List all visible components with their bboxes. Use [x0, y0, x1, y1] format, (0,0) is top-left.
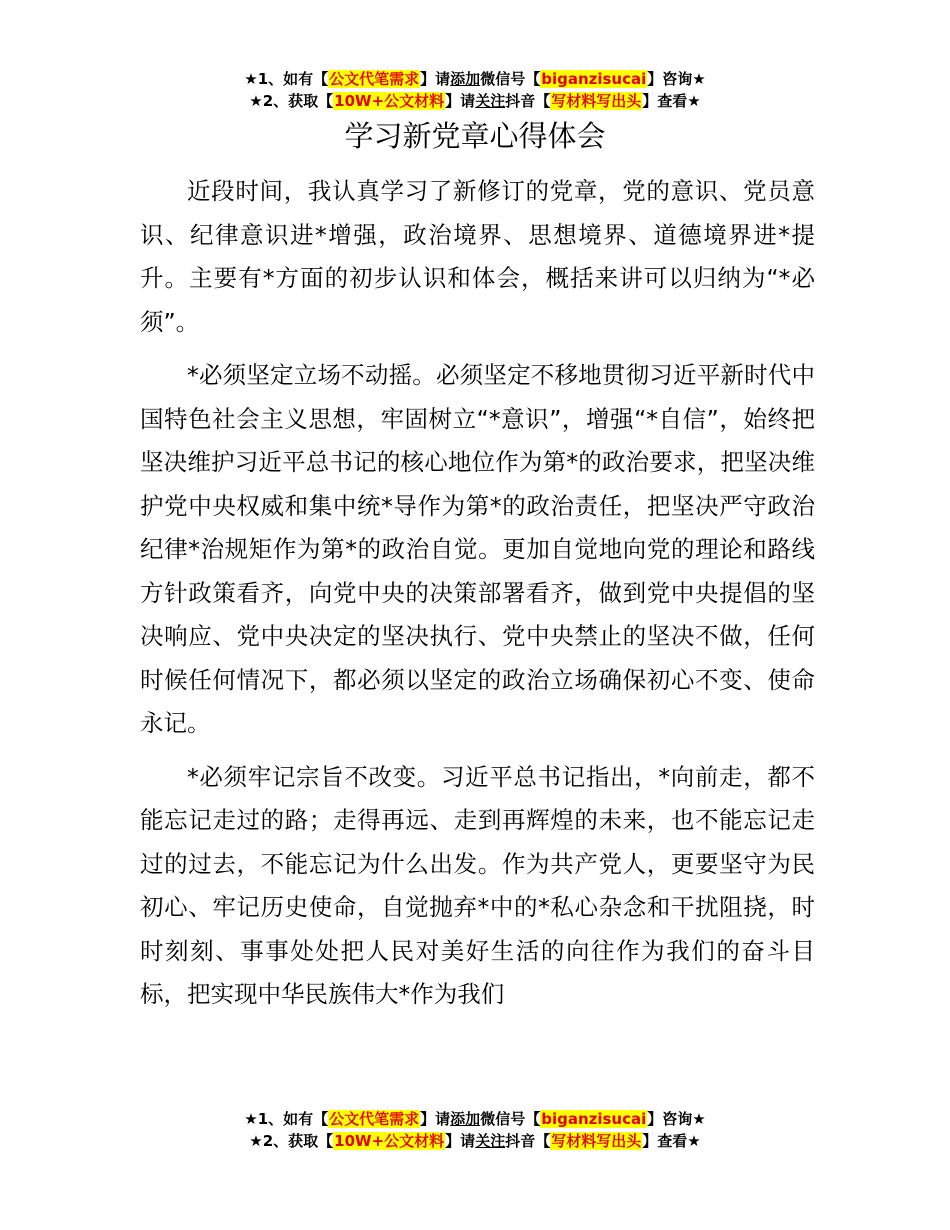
underlined-text: 关注 [475, 1132, 506, 1150]
document-body [140, 170, 815, 1027]
banner-line-2 [0, 90, 950, 112]
star-icon: ★ [244, 1110, 258, 1128]
paragraph-1: 近段时间，我认真学习了新修订的党章，党的意识、党员意识、纪律意识进*增强，政治境界、思想境界、道德境界进*提升。主要有*方面的初步认识和体会，概括来讲可以归纳为“*必须”。 [140, 177, 815, 336]
banner-text: 2、获取【 [262, 92, 334, 110]
banner-text: 】请 [420, 70, 451, 88]
banner-text: 】请 [445, 1132, 476, 1150]
document-title: 学习新党章心得体会 [344, 119, 606, 153]
banner-text: 抖音【 [505, 92, 551, 110]
highlight-service: 公文代笔需求 [329, 70, 420, 88]
star-icon: ★ [687, 92, 701, 110]
star-icon: ★ [249, 92, 263, 110]
star-icon: ★ [692, 70, 706, 88]
banner-text: 】查看 [642, 92, 688, 110]
star-icon: ★ [249, 1132, 263, 1150]
banner-text: 】查看 [642, 1132, 688, 1150]
banner-text: 2、获取【 [262, 1132, 334, 1150]
highlight-wechat-id: biganzisucai [541, 70, 647, 88]
banner-text: 】咨询 [647, 70, 693, 88]
banner-text: 抖音【 [505, 1132, 551, 1150]
banner-line-2 [0, 1130, 950, 1152]
banner-text: 】请 [420, 1110, 451, 1128]
banner-text: 微信号【 [480, 1110, 541, 1128]
star-icon: ★ [244, 70, 258, 88]
banner-text: 】请 [445, 92, 476, 110]
highlight-materials: 10W+公文材料 [334, 92, 445, 110]
footer-banner [0, 1108, 950, 1152]
star-icon: ★ [692, 1110, 706, 1128]
paragraph-2: *必须坚定立场不动摇。必须坚定不移地贯彻习近平新时代中国特色社会主义思想，牢固树立“*意识”，增强“*自信”，始终把坚决维护习近平总书记的核心地位作为第*的政治要求，把坚决维护党中央权威和集中统*导作为第*的政治责任，把坚决严守政治纪律*治规矩作为第*的政治自觉。更加自觉地向党的理论和路线方针政策看齐，向党中央的决策部署看齐，做到党中央提倡的坚决响应、党中央决定的坚决执行、党中央禁止的坚决不做，任何时候任何情况下，都必须以坚定的政治立场确保初心不变、使命永记。 [140, 361, 815, 737]
banner-text: 1、如有【 [257, 70, 329, 88]
highlight-douyin-account: 写材料写出头 [551, 1132, 642, 1150]
paragraph-3: *必须牢记宗旨不改变。习近平总书记指出，*向前走，都不能忘记走过的路；走得再远、走到再辉煌的未来，也不能忘记走过的过去，不能忘记为什么出发。作为共产党人，更要坚守为民初心、牢记历史使命，自觉抛弃*中的*私心杂念和干扰阻挠，时时刻刻、事事处处把人民对美好生活的向往作为我们的奋斗目标，把实现中华民族伟大*作为我们 [140, 762, 815, 1008]
banner-line-1 [0, 68, 950, 90]
banner-line-1 [0, 1108, 950, 1130]
highlight-service: 公文代笔需求 [329, 1110, 420, 1128]
highlight-materials: 10W+公文材料 [334, 1132, 445, 1150]
banner-text: 微信号【 [480, 70, 541, 88]
banner-text: 】咨询 [647, 1110, 693, 1128]
underlined-text: 关注 [475, 92, 506, 110]
highlight-douyin-account: 写材料写出头 [551, 92, 642, 110]
highlight-wechat-id: biganzisucai [541, 1110, 647, 1128]
banner-text: 1、如有【 [257, 1110, 329, 1128]
header-banner [0, 68, 950, 112]
underlined-text: 添加 [450, 70, 481, 88]
star-icon: ★ [687, 1132, 701, 1150]
underlined-text: 添加 [450, 1110, 481, 1128]
